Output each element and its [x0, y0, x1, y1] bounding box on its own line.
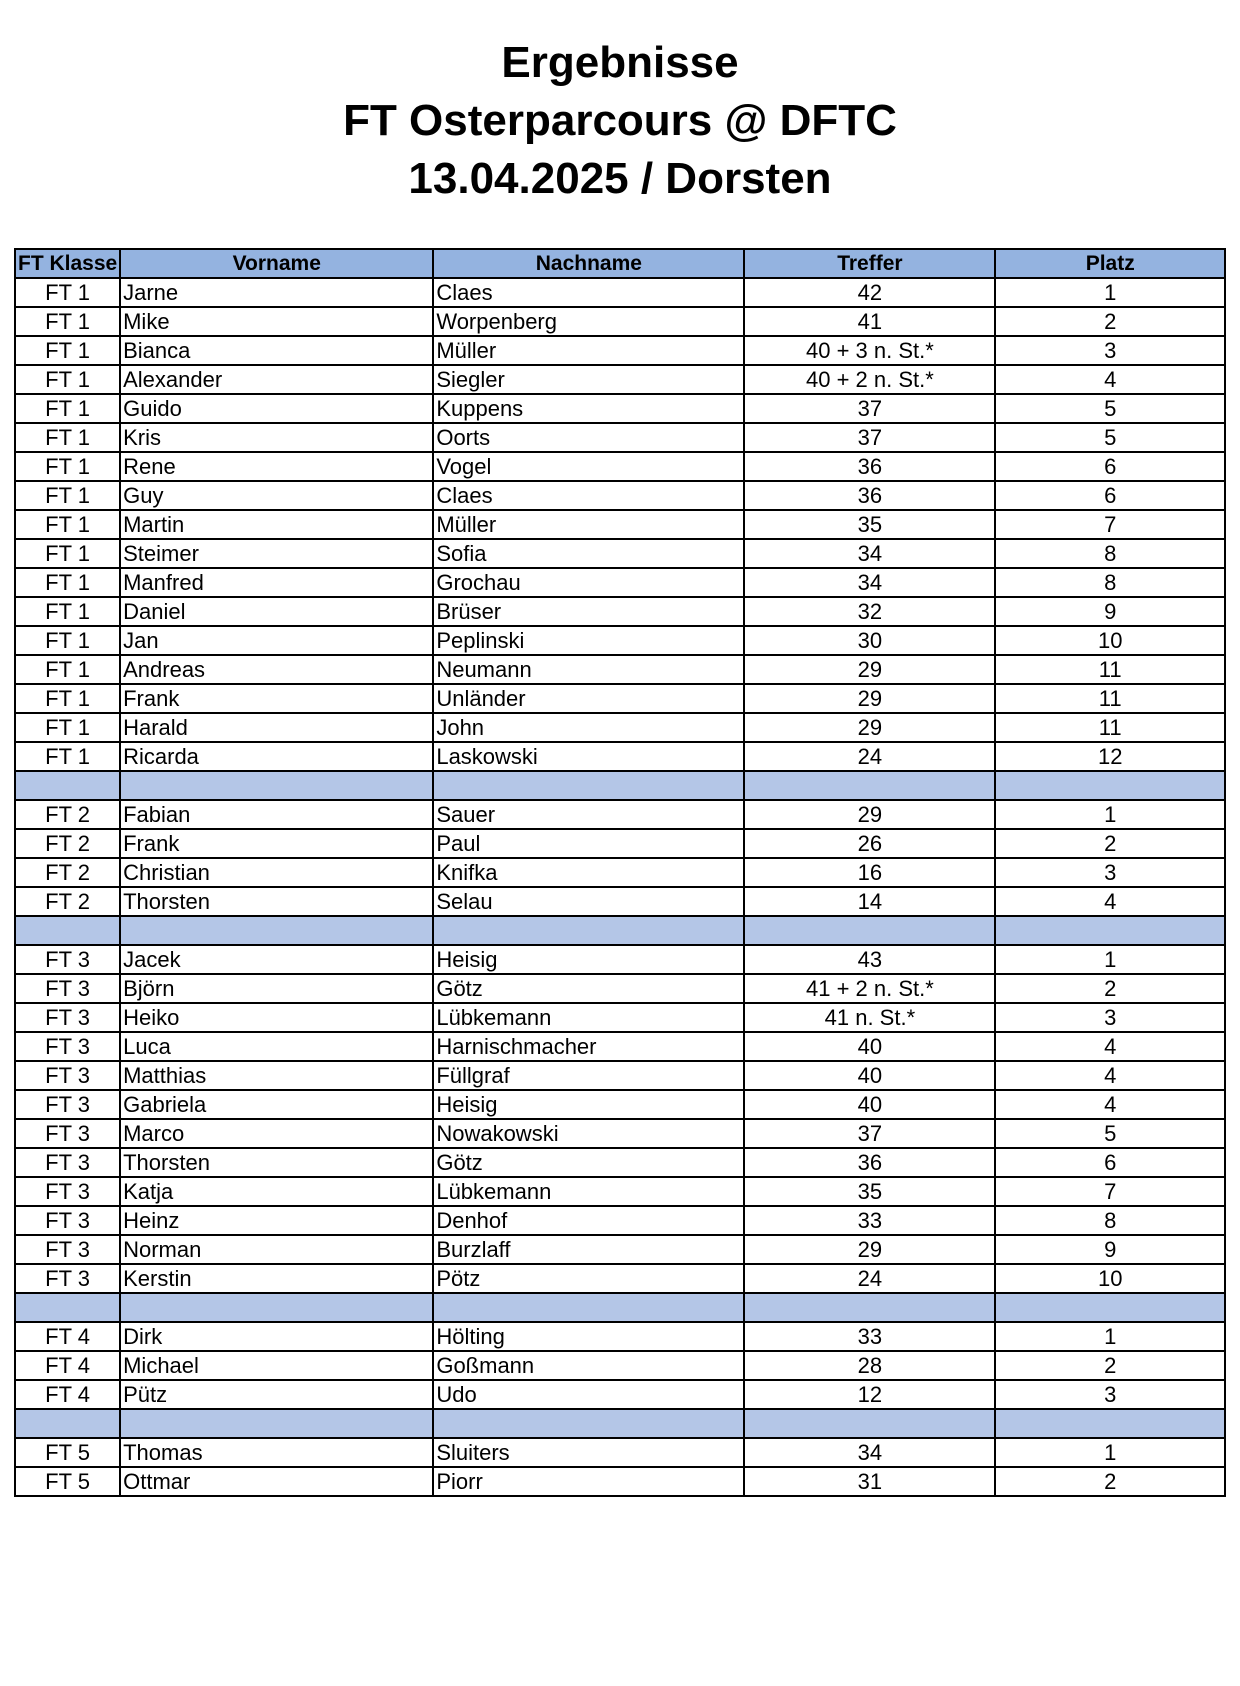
cell-hits: 36	[744, 481, 995, 510]
cell-hits: 31	[744, 1467, 995, 1496]
cell-hits: 40	[744, 1032, 995, 1061]
cell-last-name: Hölting	[433, 1322, 744, 1351]
cell-rank: 6	[995, 481, 1225, 510]
cell-hits: 41 n. St.*	[744, 1003, 995, 1032]
cell-first-name: Jarne	[120, 278, 433, 307]
cell-hits: 37	[744, 423, 995, 452]
cell-class: FT 3	[15, 1003, 120, 1032]
cell-hits: 16	[744, 858, 995, 887]
cell-rank: 3	[995, 858, 1225, 887]
table-row	[15, 829, 1225, 858]
cell-class: FT 2	[15, 858, 120, 887]
cell-rank: 5	[995, 423, 1225, 452]
cell-class: FT 1	[15, 394, 120, 423]
column-header-first-name: Vorname	[120, 249, 433, 278]
cell-first-name	[120, 771, 433, 800]
cell-hits: 36	[744, 452, 995, 481]
cell-first-name: Thomas	[120, 1438, 433, 1467]
table-row	[15, 452, 1225, 481]
table-row	[15, 1235, 1225, 1264]
table-row	[15, 1061, 1225, 1090]
cell-first-name: Norman	[120, 1235, 433, 1264]
cell-class: FT 1	[15, 423, 120, 452]
cell-rank: 5	[995, 394, 1225, 423]
table-row	[15, 1177, 1225, 1206]
cell-first-name	[120, 916, 433, 945]
cell-last-name: Burzlaff	[433, 1235, 744, 1264]
cell-rank: 4	[995, 365, 1225, 394]
table-row	[15, 626, 1225, 655]
cell-last-name: Harnischmacher	[433, 1032, 744, 1061]
cell-last-name: Füllgraf	[433, 1061, 744, 1090]
column-header-hits: Treffer	[744, 249, 995, 278]
cell-rank	[995, 1293, 1225, 1322]
table-row	[15, 423, 1225, 452]
cell-first-name: Frank	[120, 829, 433, 858]
cell-rank	[995, 771, 1225, 800]
cell-class: FT 1	[15, 365, 120, 394]
table-row	[15, 800, 1225, 829]
table-row	[15, 1090, 1225, 1119]
cell-class: FT 5	[15, 1438, 120, 1467]
cell-class: FT 1	[15, 336, 120, 365]
cell-last-name	[433, 916, 744, 945]
cell-hits: 24	[744, 742, 995, 771]
cell-rank: 10	[995, 1264, 1225, 1293]
table-row	[15, 336, 1225, 365]
cell-last-name: Unländer	[433, 684, 744, 713]
cell-last-name: Sofia	[433, 539, 744, 568]
cell-hits: 34	[744, 1438, 995, 1467]
cell-class: FT 3	[15, 1206, 120, 1235]
cell-first-name: Jan	[120, 626, 433, 655]
cell-rank: 4	[995, 1032, 1225, 1061]
cell-first-name: Kerstin	[120, 1264, 433, 1293]
title-heading: Ergebnisse	[501, 38, 739, 87]
cell-rank: 1	[995, 278, 1225, 307]
cell-hits: 28	[744, 1351, 995, 1380]
cell-class: FT 1	[15, 655, 120, 684]
cell-hits: 29	[744, 1235, 995, 1264]
cell-class: FT 3	[15, 1148, 120, 1177]
cell-class: FT 3	[15, 945, 120, 974]
table-row	[15, 307, 1225, 336]
cell-last-name: Sauer	[433, 800, 744, 829]
cell-rank: 9	[995, 597, 1225, 626]
table-body	[15, 278, 1225, 1496]
cell-class: FT 1	[15, 713, 120, 742]
cell-class: FT 5	[15, 1467, 120, 1496]
cell-last-name: Götz	[433, 1148, 744, 1177]
cell-rank: 9	[995, 1235, 1225, 1264]
cell-hits: 40 + 2 n. St.*	[744, 365, 995, 394]
cell-first-name: Martin	[120, 510, 433, 539]
cell-class: FT 1	[15, 307, 120, 336]
cell-class: FT 1	[15, 452, 120, 481]
cell-first-name	[120, 1293, 433, 1322]
cell-first-name: Björn	[120, 974, 433, 1003]
table-row	[15, 1119, 1225, 1148]
table-row	[15, 1380, 1225, 1409]
cell-last-name: Nowakowski	[433, 1119, 744, 1148]
separator-row	[15, 1293, 1225, 1322]
cell-first-name: Guido	[120, 394, 433, 423]
cell-last-name: Heisig	[433, 945, 744, 974]
event-name: FT Osterparcours @ DFTC	[343, 96, 897, 145]
table-row	[15, 1351, 1225, 1380]
cell-first-name: Kris	[120, 423, 433, 452]
cell-hits	[744, 916, 995, 945]
cell-first-name: Steimer	[120, 539, 433, 568]
cell-first-name: Heiko	[120, 1003, 433, 1032]
cell-first-name: Manfred	[120, 568, 433, 597]
cell-hits: 29	[744, 800, 995, 829]
cell-class: FT 3	[15, 1119, 120, 1148]
cell-last-name	[433, 771, 744, 800]
cell-class: FT 3	[15, 1032, 120, 1061]
cell-last-name: Claes	[433, 278, 744, 307]
cell-last-name: Siegler	[433, 365, 744, 394]
event-date-location: 13.04.2025 / Dorsten	[408, 154, 832, 203]
cell-class: FT 3	[15, 1264, 120, 1293]
cell-rank: 6	[995, 452, 1225, 481]
cell-last-name: Götz	[433, 974, 744, 1003]
cell-class: FT 1	[15, 568, 120, 597]
table-row	[15, 1438, 1225, 1467]
cell-class: FT 3	[15, 1090, 120, 1119]
cell-hits: 29	[744, 655, 995, 684]
cell-rank: 6	[995, 1148, 1225, 1177]
cell-class: FT 2	[15, 829, 120, 858]
cell-hits: 33	[744, 1206, 995, 1235]
cell-class	[15, 771, 120, 800]
cell-first-name: Dirk	[120, 1322, 433, 1351]
cell-last-name: Grochau	[433, 568, 744, 597]
cell-class: FT 3	[15, 1235, 120, 1264]
separator-row	[15, 916, 1225, 945]
cell-class: FT 1	[15, 481, 120, 510]
cell-first-name: Ottmar	[120, 1467, 433, 1496]
cell-first-name: Katja	[120, 1177, 433, 1206]
cell-rank: 12	[995, 742, 1225, 771]
cell-first-name: Thorsten	[120, 887, 433, 916]
cell-hits: 35	[744, 510, 995, 539]
cell-last-name: Claes	[433, 481, 744, 510]
table-row	[15, 858, 1225, 887]
cell-first-name: Rene	[120, 452, 433, 481]
cell-rank: 4	[995, 1061, 1225, 1090]
cell-first-name: Daniel	[120, 597, 433, 626]
table-row	[15, 945, 1225, 974]
table-row	[15, 539, 1225, 568]
cell-first-name: Christian	[120, 858, 433, 887]
cell-hits: 40	[744, 1090, 995, 1119]
cell-rank: 7	[995, 1177, 1225, 1206]
cell-rank: 5	[995, 1119, 1225, 1148]
cell-last-name: Peplinski	[433, 626, 744, 655]
table-header-row	[15, 249, 1225, 278]
table-row	[15, 568, 1225, 597]
cell-first-name: Fabian	[120, 800, 433, 829]
cell-last-name: Pötz	[433, 1264, 744, 1293]
cell-last-name: Neumann	[433, 655, 744, 684]
cell-rank: 11	[995, 713, 1225, 742]
cell-hits: 41	[744, 307, 995, 336]
cell-rank: 2	[995, 829, 1225, 858]
cell-class	[15, 1409, 120, 1438]
cell-rank: 2	[995, 307, 1225, 336]
cell-first-name: Frank	[120, 684, 433, 713]
cell-last-name: Lübkemann	[433, 1003, 744, 1032]
table-row	[15, 713, 1225, 742]
cell-first-name: Mike	[120, 307, 433, 336]
table-row	[15, 1032, 1225, 1061]
cell-first-name: Harald	[120, 713, 433, 742]
cell-hits: 14	[744, 887, 995, 916]
table-row	[15, 655, 1225, 684]
cell-first-name: Marco	[120, 1119, 433, 1148]
cell-rank: 11	[995, 684, 1225, 713]
cell-last-name	[433, 1293, 744, 1322]
cell-hits: 34	[744, 539, 995, 568]
cell-rank: 1	[995, 1438, 1225, 1467]
table-row	[15, 394, 1225, 423]
page-title	[0, 34, 1240, 208]
cell-hits: 30	[744, 626, 995, 655]
table-row	[15, 742, 1225, 771]
cell-last-name: Sluiters	[433, 1438, 744, 1467]
table-row	[15, 1206, 1225, 1235]
cell-last-name: Udo	[433, 1380, 744, 1409]
cell-last-name: Müller	[433, 336, 744, 365]
cell-class: FT 3	[15, 1177, 120, 1206]
cell-hits: 35	[744, 1177, 995, 1206]
cell-last-name: Knifka	[433, 858, 744, 887]
cell-last-name: Kuppens	[433, 394, 744, 423]
cell-first-name: Luca	[120, 1032, 433, 1061]
cell-class: FT 2	[15, 887, 120, 916]
cell-last-name: Denhof	[433, 1206, 744, 1235]
table-row	[15, 597, 1225, 626]
cell-hits: 37	[744, 1119, 995, 1148]
cell-class: FT 1	[15, 684, 120, 713]
cell-class: FT 3	[15, 974, 120, 1003]
cell-last-name: Heisig	[433, 1090, 744, 1119]
cell-hits: 40	[744, 1061, 995, 1090]
table-row	[15, 510, 1225, 539]
cell-last-name	[433, 1409, 744, 1438]
cell-first-name: Bianca	[120, 336, 433, 365]
cell-first-name: Thorsten	[120, 1148, 433, 1177]
column-header-class: FT Klasse	[15, 249, 120, 278]
separator-row	[15, 1409, 1225, 1438]
cell-last-name: John	[433, 713, 744, 742]
cell-rank: 4	[995, 887, 1225, 916]
column-header-rank: Platz	[995, 249, 1225, 278]
cell-rank	[995, 916, 1225, 945]
cell-hits	[744, 771, 995, 800]
cell-first-name: Pütz	[120, 1380, 433, 1409]
cell-hits: 40 + 3 n. St.*	[744, 336, 995, 365]
cell-class: FT 4	[15, 1351, 120, 1380]
table-row	[15, 887, 1225, 916]
cell-class: FT 1	[15, 278, 120, 307]
cell-class: FT 1	[15, 539, 120, 568]
cell-rank: 3	[995, 336, 1225, 365]
table-row	[15, 1148, 1225, 1177]
cell-first-name: Gabriela	[120, 1090, 433, 1119]
table-row	[15, 1467, 1225, 1496]
cell-rank: 1	[995, 945, 1225, 974]
table-row	[15, 974, 1225, 1003]
cell-rank: 2	[995, 1351, 1225, 1380]
cell-hits: 42	[744, 278, 995, 307]
cell-rank: 8	[995, 1206, 1225, 1235]
cell-hits	[744, 1293, 995, 1322]
separator-row	[15, 771, 1225, 800]
cell-rank: 8	[995, 539, 1225, 568]
cell-rank: 11	[995, 655, 1225, 684]
cell-hits: 41 + 2 n. St.*	[744, 974, 995, 1003]
cell-hits: 37	[744, 394, 995, 423]
cell-last-name: Selau	[433, 887, 744, 916]
cell-first-name: Alexander	[120, 365, 433, 394]
cell-first-name: Jacek	[120, 945, 433, 974]
cell-class: FT 4	[15, 1322, 120, 1351]
results-table	[14, 248, 1226, 1497]
cell-first-name: Guy	[120, 481, 433, 510]
cell-class	[15, 916, 120, 945]
cell-last-name: Laskowski	[433, 742, 744, 771]
cell-class: FT 1	[15, 742, 120, 771]
cell-last-name: Oorts	[433, 423, 744, 452]
cell-class: FT 3	[15, 1061, 120, 1090]
cell-class: FT 1	[15, 626, 120, 655]
cell-hits: 12	[744, 1380, 995, 1409]
cell-hits: 36	[744, 1148, 995, 1177]
cell-last-name: Müller	[433, 510, 744, 539]
cell-last-name: Goßmann	[433, 1351, 744, 1380]
table-row	[15, 1264, 1225, 1293]
cell-rank: 1	[995, 800, 1225, 829]
cell-last-name: Paul	[433, 829, 744, 858]
table-row	[15, 1003, 1225, 1032]
cell-hits: 29	[744, 684, 995, 713]
cell-rank: 8	[995, 568, 1225, 597]
cell-first-name: Ricarda	[120, 742, 433, 771]
cell-class: FT 4	[15, 1380, 120, 1409]
cell-hits: 29	[744, 713, 995, 742]
cell-rank: 7	[995, 510, 1225, 539]
table-row	[15, 481, 1225, 510]
column-header-last-name: Nachname	[433, 249, 744, 278]
table-row	[15, 365, 1225, 394]
cell-last-name: Worpenberg	[433, 307, 744, 336]
cell-rank: 4	[995, 1090, 1225, 1119]
cell-rank: 3	[995, 1380, 1225, 1409]
cell-class: FT 1	[15, 597, 120, 626]
cell-rank	[995, 1409, 1225, 1438]
table-row	[15, 1322, 1225, 1351]
cell-rank: 1	[995, 1322, 1225, 1351]
cell-first-name	[120, 1409, 433, 1438]
cell-first-name: Michael	[120, 1351, 433, 1380]
cell-rank: 2	[995, 974, 1225, 1003]
cell-first-name: Andreas	[120, 655, 433, 684]
cell-last-name: Brüser	[433, 597, 744, 626]
cell-last-name: Lübkemann	[433, 1177, 744, 1206]
cell-first-name: Heinz	[120, 1206, 433, 1235]
cell-last-name: Vogel	[433, 452, 744, 481]
cell-class: FT 2	[15, 800, 120, 829]
cell-class: FT 1	[15, 510, 120, 539]
cell-hits: 32	[744, 597, 995, 626]
cell-class	[15, 1293, 120, 1322]
cell-rank: 2	[995, 1467, 1225, 1496]
cell-rank: 10	[995, 626, 1225, 655]
cell-hits: 43	[744, 945, 995, 974]
cell-hits: 26	[744, 829, 995, 858]
table-row	[15, 684, 1225, 713]
cell-rank: 3	[995, 1003, 1225, 1032]
cell-hits	[744, 1409, 995, 1438]
cell-hits: 34	[744, 568, 995, 597]
cell-last-name: Piorr	[433, 1467, 744, 1496]
cell-hits: 24	[744, 1264, 995, 1293]
cell-hits: 33	[744, 1322, 995, 1351]
cell-first-name: Matthias	[120, 1061, 433, 1090]
table-row	[15, 278, 1225, 307]
